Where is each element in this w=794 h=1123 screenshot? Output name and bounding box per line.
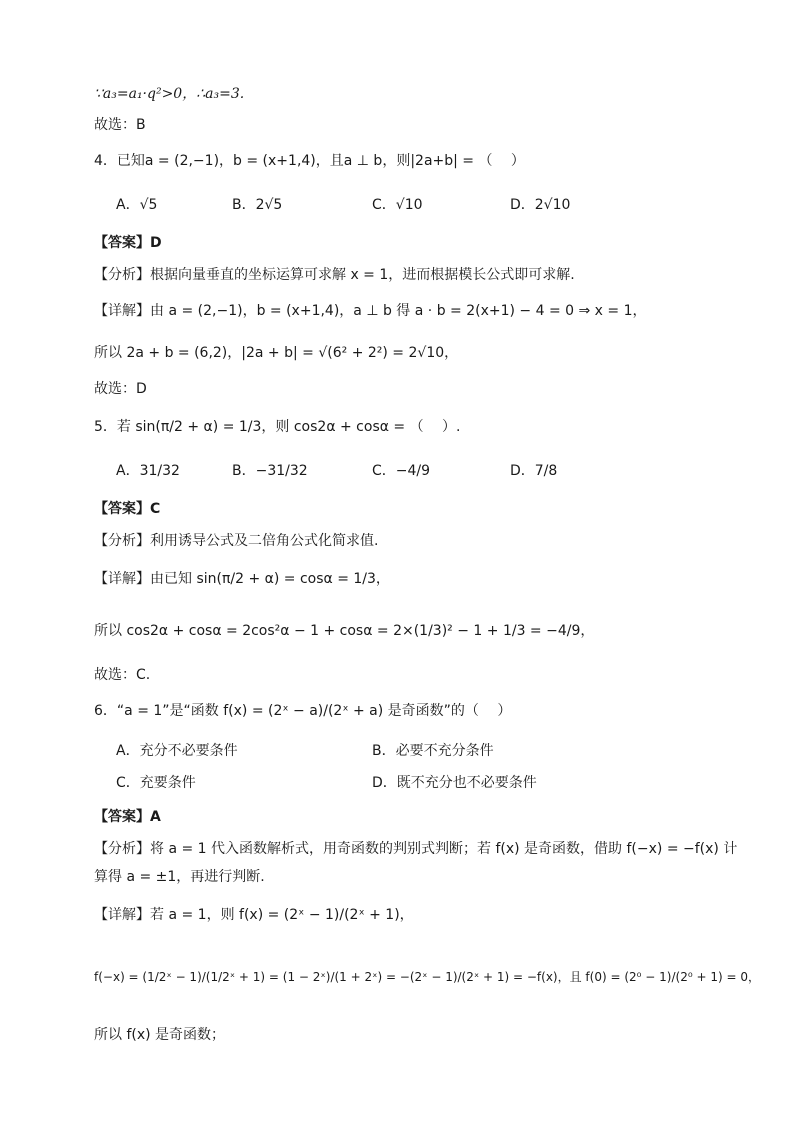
q3-formula: ∵a₃=a₁·q²>0，∴a₃=3. <box>94 86 245 102</box>
q5-stem: 5．若 sin(π/2 + α) = 1/3，则 cos2α + cosα = （ ）. <box>94 419 461 435</box>
q6-detail-3: 所以 f(x) 是奇函数； <box>94 1027 226 1043</box>
q4-option-b: B．2√5 <box>232 197 283 213</box>
q4-stem: 4．已知a = (2,−1)，b = (x+1,4)，且a ⊥ b，则|2a+b| = （ ） <box>94 153 525 169</box>
q6-option-d: D．既不充分也不必要条件 <box>372 775 537 791</box>
q5-option-b: B．−31/32 <box>232 463 308 479</box>
q6-option-b: B．必要不充分条件 <box>372 743 494 759</box>
q4-choice: 故选：D <box>94 381 147 397</box>
q4-detail-2: 所以 2a + b = (6,2)，|2a + b| = √(6² + 2²) = 2√10， <box>94 345 459 361</box>
q6-detail-2: f(−x) = (1/2ˣ − 1)/(1/2ˣ + 1) = (1 − 2ˣ)/(1 + 2ˣ) = −(2ˣ − 1)/(2ˣ + 1) = −f(x)，且 f(0) = (2⁰ − 1)/(2⁰ + 1) = 0， <box>94 970 760 984</box>
q3-choice: 故选：B <box>94 117 146 133</box>
q5-choice: 故选：C. <box>94 667 151 683</box>
q5-detail-1: 【详解】由已知 sin(π/2 + α) = cosα = 1/3， <box>94 571 390 587</box>
q6-answer: 【答案】A <box>94 809 161 825</box>
q4-analysis: 【分析】根据向量垂直的坐标运算可求解 x = 1，进而根据模长公式即可求解. <box>94 267 575 283</box>
q4-detail-1: 【详解】由 a = (2,−1)，b = (x+1,4)，a ⊥ b 得 a · b = 2(x+1) − 4 = 0 ⇒ x = 1， <box>94 303 647 319</box>
q6-option-c: C．充要条件 <box>116 775 196 791</box>
q5-option-d: D．7/8 <box>510 463 558 479</box>
q5-detail-2: 所以 cos2α + cosα = 2cos²α − 1 + cosα = 2×(1/3)² − 1 + 1/3 = −4/9， <box>94 623 595 639</box>
q6-detail-1: 【详解】若 a = 1，则 f(x) = (2ˣ − 1)/(2ˣ + 1)， <box>94 907 414 923</box>
q5-option-c: C．−4/9 <box>372 463 431 479</box>
q4-option-a: A．√5 <box>116 197 158 213</box>
q5-option-a: A．31/32 <box>116 463 180 479</box>
q6-analysis-1: 【分析】将 a = 1 代入函数解析式，用奇函数的判别式判断；若 f(x) 是奇函数，借助 f(−x) = −f(x) 计 <box>94 841 738 857</box>
q5-analysis: 【分析】利用诱导公式及二倍角公式化简求值. <box>94 533 379 549</box>
q6-analysis-2: 算得 a = ±1，再进行判断. <box>94 869 265 885</box>
q5-answer: 【答案】C <box>94 501 161 517</box>
q6-stem: 6．“a = 1”是“函数 f(x) = (2ˣ − a)/(2ˣ + a) 是奇函数”的（ ） <box>94 703 512 719</box>
q6-option-a: A．充分不必要条件 <box>116 743 238 759</box>
q4-option-d: D．2√10 <box>510 197 571 213</box>
q4-option-c: C．√10 <box>372 197 423 213</box>
q4-answer: 【答案】D <box>94 235 162 251</box>
